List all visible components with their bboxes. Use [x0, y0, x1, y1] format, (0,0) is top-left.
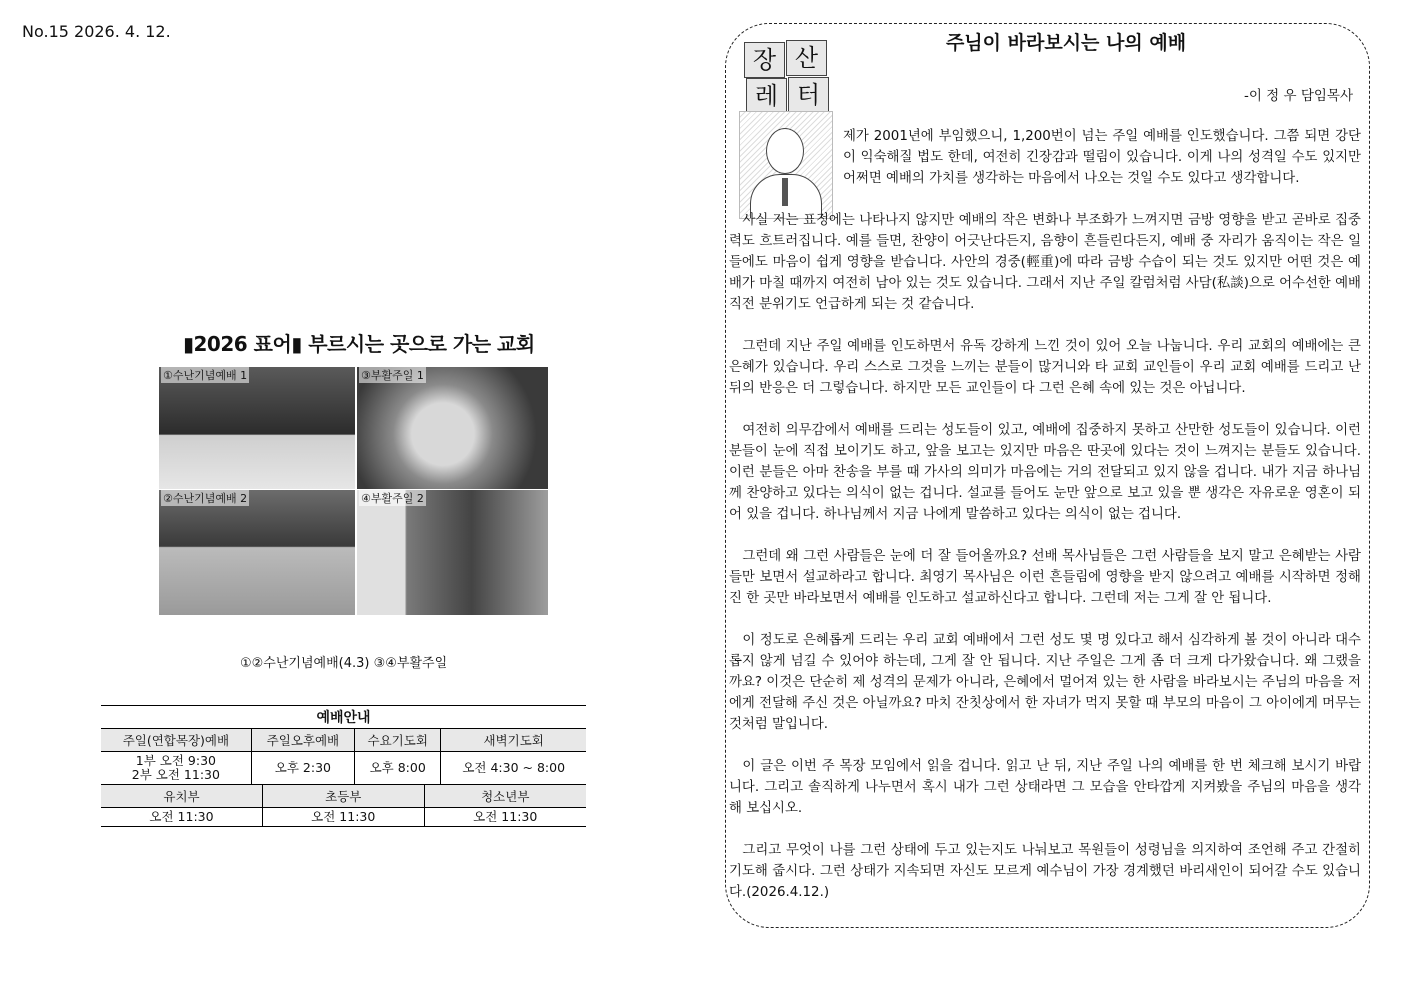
photo-easter-1	[357, 367, 548, 489]
photo-label: ③부활주일 1	[361, 369, 424, 382]
photo-label: ①수난기념예배 1	[163, 369, 248, 382]
photo-easter-2	[357, 490, 548, 615]
department-table	[101, 785, 586, 827]
issue-number-date: No.15 2026. 4. 12.	[22, 22, 171, 41]
badge-char: 장	[744, 42, 785, 78]
photo-collage	[159, 367, 548, 615]
year-motto: ▮2026 표어▮ 부르시는 곳으로 가는 교회	[183, 332, 535, 356]
paragraph: 그런데 지난 주일 예배를 인도하면서 유독 강하게 느낀 것이 있어 오늘 나눕니다. 우리 교회의 예배에는 큰 은혜가 있습니다. 우리 스스로 그것을 느끼는 분들이 많거니와 타 교회 교인들이 우리 교회 예배를 드리고 난 뒤의 반응은 더 그렇습니다. 하지만 모든 교인들이 다 그런 은혜 속에 있는 것은 아닙니다.	[729, 339, 1361, 396]
paragraph: 사실 저는 표정에는 나타나지 않지만 예배의 작은 변화나 부조화가 느껴지면 금방 영향을 받고 곧바로 집중력도 흐트러집니다. 예를 들면, 찬양이 어긋난다든지, 음향이 흔들린다든지, 예배 중 자리가 움직이는 작은 일들에도 마음이 쉽게 영향을 받습니다. 사안의 경중(輕重)에 따라 금방 수습이 되는 것도 있지만 어떤 것은 예배가 마칠 때까지 여전히 남아 있는 것도 있습니다. 그래서 지난 주일 칼럼처럼 사담(私談)으로 어수선한 예배 직전 분위기도 언급하게 되는 것 같습니다.	[729, 213, 1361, 312]
paragraph: 제가 2001년에 부임했으니, 1,200번이 넘는 주일 예배를 인도했습니다. 그쯤 되면 강단이 익숙해질 법도 한데, 여전히 긴장감과 떨림이 있습니다. 이게 나의 성격일 수도 있지만 어쩌면 예배의 가치를 생각하는 마음에서 나오는 것일 수도 있다고 생각합니다.	[843, 129, 1361, 186]
letter-body	[729, 126, 1361, 924]
service-schedule-title: 예배안내	[101, 705, 586, 728]
paragraph: 이 정도로 은혜롭게 드리는 우리 교회 예배에서 그런 성도 몇 명 있다고 해서 심각하게 볼 것이 아니라 대수롭지 않게 넘길 수 있어야 하는데, 그게 잘 안 됩니다. 지난 주일은 그게 좀 더 크게 다가왔습니다. 왜 그랬을까요? 이것은 단순히 제 성격의 문제가 아니라, 은혜에서 멀어져 있는 한 사람을 바라보시는 주님의 마음을 저에게 전달해 주신 것은 아닐까요? 마치 잔칫상에서 한 자녀가 먹지 못할 때 부모의 마음이 그 아이에게 머무는 것처럼 말입니다.	[729, 633, 1361, 732]
sunday-second-service: 2부 오전 11:30	[131, 767, 220, 782]
letter-title: 주님이 바라보시는 나의 예배	[945, 32, 1187, 54]
photo-caption: ①②수난기념예배(4.3) ③④부활주일	[240, 656, 448, 671]
table-cell	[101, 752, 251, 785]
photo-passion-service-2	[159, 490, 355, 615]
table-row	[101, 785, 586, 808]
table-cell: 오전 11:30	[424, 808, 586, 827]
table-header: 초등부	[263, 785, 425, 808]
paragraph: 이 글은 이번 주 목장 모임에서 읽을 겁니다. 읽고 난 뒤, 지난 주일 나의 예배를 한 번 체크해 보시기 바랍니다. 그리고 솔직하게 나누면서 혹시 내가 그런 상태라면 그 모습을 안타깝게 지켜봤을 주님의 마음을 생각해 보십시오.	[729, 759, 1361, 816]
paragraph: 여전히 의무감에서 예배를 드리는 성도들이 있고, 예배에 집중하지 못하고 산만한 성도들이 있습니다. 이런 분들이 눈에 직접 보이기도 하고, 앞을 보고는 있지만 마음은 딴곳에 있다는 것이 느껴지는 분들도 있습니다. 이런 분들은 아마 찬송을 부를 때 가사의 의미가 마음에는 거의 전달되고 있지 않을 겁니다. 내가 지금 하나님께 찬양하고 있다는 의식이 없는 겁니다. 설교를 들어도 눈만 앞으로 보고 있을 뿐 생각은 자유로운 영혼이 되어 있을 겁니다. 하나님께서 지금 나에게 말씀하고 있다는 의식이 없는 겁니다.	[729, 423, 1361, 522]
badge-char: 터	[788, 77, 829, 113]
table-cell: 오후 8:00	[355, 752, 441, 785]
badge-char: 레	[746, 78, 787, 114]
service-schedule	[101, 705, 586, 827]
paragraph: 그리고 무엇이 나를 그런 상태에 두고 있는지도 나눠보고 목원들이 성령님을 의지하여 조언해 주고 간절히 기도해 줍시다. 그런 상태가 지속되면 자신도 모르게 예수님이 가장 경계했던 바리새인이 되어갈 수도 있습니다.(2026.4.12.)	[729, 843, 1361, 900]
paragraph: 그런데 왜 그런 사람들은 눈에 더 잘 들어올까요? 선배 목사님들은 그런 사람들을 보지 말고 은혜받는 사람들만 보면서 설교하라고 합니다. 최영기 목사님은 이런 흔들림에 영향을 받지 않으려고 예배를 시작하면 정해진 한 곳만 바라보면서 예배를 인도하고 설교하신다고 합니다. 그런데 저는 그게 잘 안 됩니다.	[729, 549, 1361, 606]
table-cell: 오후 2:30	[251, 752, 354, 785]
table-header: 청소년부	[424, 785, 586, 808]
table-cell: 오전 4:30 ~ 8:00	[441, 752, 586, 785]
table-header: 새벽기도회	[441, 729, 586, 752]
table-row	[101, 752, 586, 785]
photo-passion-service-1	[159, 367, 355, 489]
badge-char: 산	[786, 40, 827, 76]
sunday-first-service: 1부 오전 9:30	[135, 753, 216, 768]
service-table	[101, 728, 586, 785]
table-row	[101, 729, 586, 752]
letter-author: -이 정 우 담임목사	[1243, 88, 1353, 104]
table-cell: 오전 11:30	[263, 808, 425, 827]
photo-label: ②수난기념예배 2	[163, 492, 248, 505]
table-row	[101, 808, 586, 827]
table-header: 유치부	[101, 785, 263, 808]
table-header: 주일(연합목장)예배	[101, 729, 251, 752]
table-header: 주일오후예배	[251, 729, 354, 752]
photo-label: ④부활주일 2	[361, 492, 424, 505]
table-header: 수요기도회	[355, 729, 441, 752]
table-cell: 오전 11:30	[101, 808, 263, 827]
